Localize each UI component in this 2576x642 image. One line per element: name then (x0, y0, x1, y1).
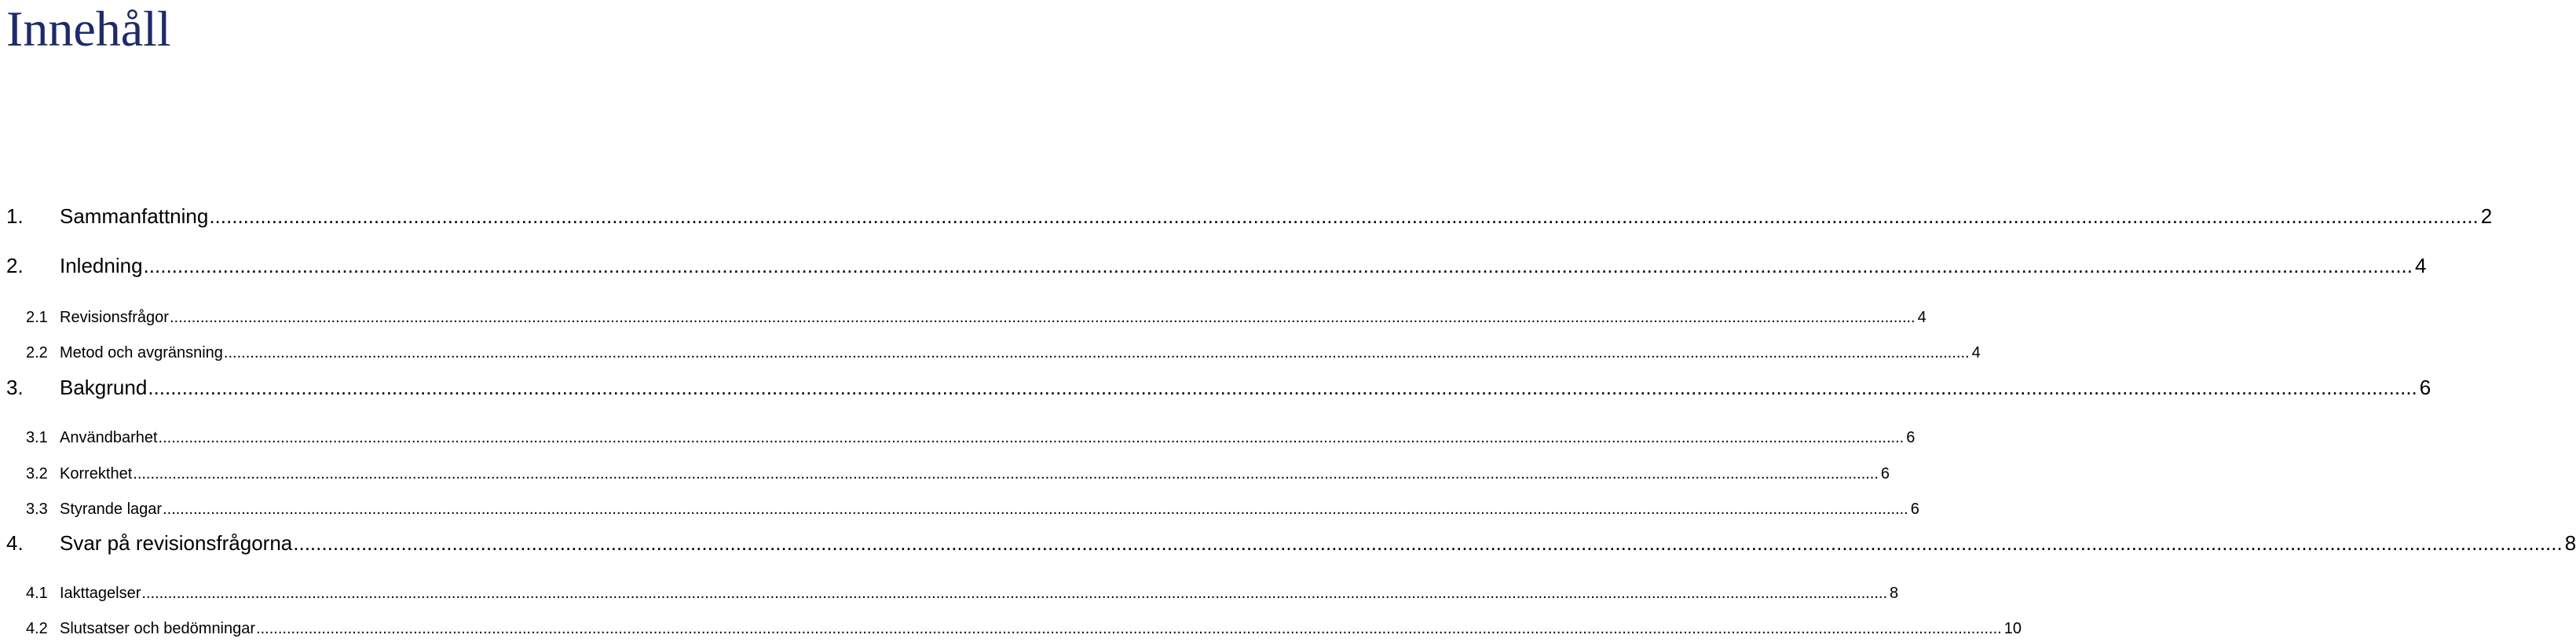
toc-entry-number: 2.1 (26, 309, 48, 326)
toc-entry-number: 3.2 (26, 465, 48, 482)
toc-entry-number: 3.1 (26, 429, 48, 446)
toc-entry-label: Sammanfattning (60, 204, 209, 228)
toc-entry-svar-pa-revisionsfragorna[interactable] (0, 531, 2576, 556)
toc-entry-page: 8 (1890, 585, 1899, 602)
toc-entry-iakttagelser[interactable] (0, 585, 1899, 603)
toc-dot-leader (293, 531, 2562, 556)
toc-entry-anvandbarhet[interactable] (0, 429, 1916, 447)
toc-entry-label: Metod och avgränsning (60, 344, 223, 361)
toc-entry-label: Styrande lagar (60, 501, 163, 518)
toc-entry-number: 3.3 (26, 501, 48, 518)
toc-entry-page: 4 (1971, 344, 1981, 361)
toc-entry-page: 6 (1910, 501, 1919, 518)
toc-entry-label: Användbarhet (60, 429, 158, 446)
toc-title: Innehåll (6, 1, 171, 57)
toc-entry-label: Bakgrund (60, 376, 148, 399)
toc-entry-page: 8 (2564, 531, 2576, 555)
toc-dot-leader (148, 376, 2417, 400)
toc-dot-leader (141, 585, 1887, 603)
toc-entry-number: 2. (6, 254, 24, 277)
toc-entry-page: 4 (1917, 309, 1927, 326)
toc-dot-leader (159, 429, 1905, 447)
toc-entry-metod-och-avgransning[interactable] (0, 344, 1981, 362)
toc-dot-leader (224, 344, 1970, 362)
toc-entry-inledning[interactable] (0, 254, 2427, 278)
toc-entry-label: Inledning (60, 254, 143, 277)
toc-dot-leader (163, 501, 1908, 519)
toc-entry-revisionsfragor[interactable] (0, 309, 1927, 327)
toc-entry-number: 4. (6, 531, 24, 555)
toc-entry-page: 6 (2419, 376, 2431, 399)
toc-entry-sammanfattning[interactable] (0, 204, 2493, 229)
toc-entry-slutsatser-och-bedomningar[interactable] (0, 620, 2022, 638)
toc-dot-leader (209, 204, 2478, 229)
toc-entry-page: 6 (1880, 465, 1890, 482)
toc-entry-page: 10 (2003, 620, 2022, 637)
toc-entry-number: 3. (6, 376, 24, 399)
toc-entry-page: 6 (1906, 429, 1916, 446)
toc-dot-leader (133, 465, 1879, 483)
toc-entry-number: 1. (6, 204, 24, 228)
toc-entry-page: 2 (2480, 204, 2493, 228)
toc-entry-styrande-lagar[interactable] (0, 501, 1919, 519)
toc-dot-leader (144, 254, 2413, 278)
toc-entry-label: Svar på revisionsfrågorna (60, 531, 293, 555)
toc-entry-korrekthet[interactable] (0, 465, 1890, 483)
toc-entry-label: Revisionsfrågor (60, 309, 169, 326)
toc-dot-leader (256, 620, 2002, 638)
toc-entry-number: 2.2 (26, 344, 48, 361)
toc-entry-bakgrund[interactable] (0, 376, 2431, 400)
toc-entry-label: Slutsatser och bedömningar (60, 620, 256, 637)
toc-entry-label: Korrekthet (60, 465, 133, 482)
toc-entry-page: 4 (2415, 254, 2427, 277)
toc-dot-leader (170, 309, 1916, 327)
toc-entry-number: 4.2 (26, 620, 48, 637)
toc-entry-number: 4.1 (26, 585, 48, 602)
toc-entry-label: Iakttagelser (60, 585, 141, 602)
